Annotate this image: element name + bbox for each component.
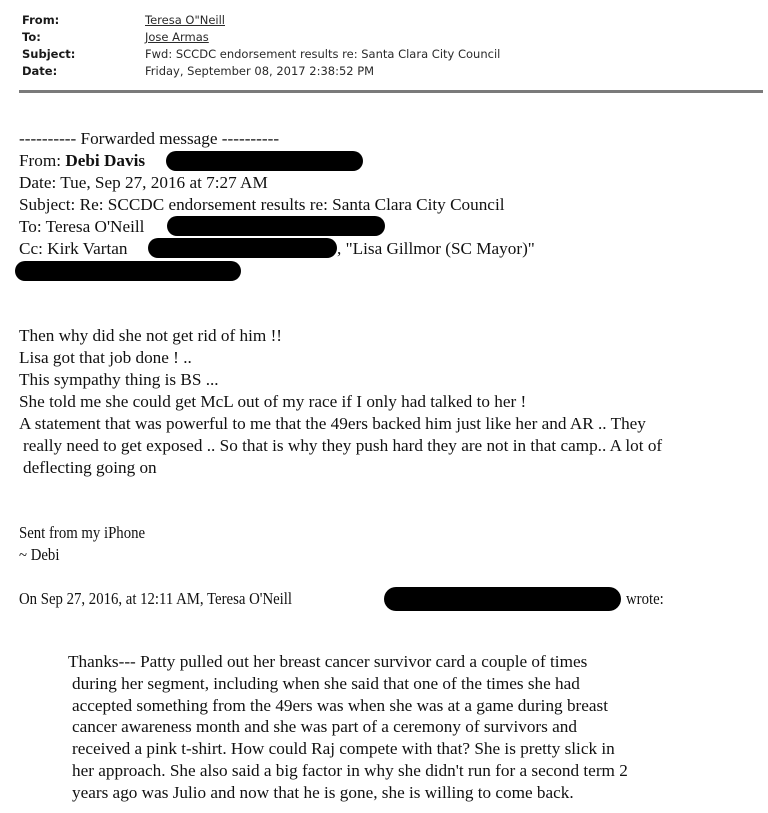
forwarded-from-line xyxy=(19,150,145,172)
body-line: This sympathy thing is BS ... xyxy=(19,370,219,389)
forwarded-to-line: To: Teresa O'Neill xyxy=(19,217,145,236)
signature-sent-from: Sent from my iPhone xyxy=(19,523,146,542)
email-header xyxy=(22,12,500,80)
header-subject-row xyxy=(22,46,500,63)
signature-line xyxy=(19,522,166,544)
forwarded-date-line: Date: Tue, Sep 27, 2016 at 7:27 AM xyxy=(19,173,268,192)
quoted-intro-wrote xyxy=(626,588,670,610)
quoted-intro-line xyxy=(19,588,336,610)
quoted-intro-prefix: On Sep 27, 2016, at 12:11 AM, Teresa O'Neill xyxy=(19,589,293,608)
quoted-line: her approach. She also said a big factor in why she didn't run for a second term 2 xyxy=(72,761,628,780)
forwarded-separator: ---------- Forwarded message ---------- xyxy=(19,129,280,148)
header-date-value: Friday, September 08, 2017 2:38:52 PM xyxy=(145,64,375,78)
quoted-line: years ago was Julio and now that he is gone, she is willing to come back. xyxy=(72,783,574,802)
forwarded-from-name: Debi Davis xyxy=(65,151,146,170)
header-to-label: To: xyxy=(22,30,41,44)
redaction-cc-email xyxy=(148,238,337,258)
header-date-row xyxy=(22,63,500,80)
body-line: Then why did she not get rid of him !! xyxy=(19,326,283,345)
header-from-link[interactable]: Teresa O"Neill xyxy=(145,13,225,27)
header-to-row xyxy=(22,29,500,46)
header-subject-value: Fwd: SCCDC endorsement results re: Santa Clara City Council xyxy=(145,47,501,61)
body-line: really need to get exposed .. So that is why they push hard they are not in that camp.. A lot of xyxy=(23,436,663,455)
header-divider xyxy=(19,90,763,93)
header-date-label: Date: xyxy=(22,64,58,78)
redaction-from-email xyxy=(166,151,363,171)
body-line: deflecting going on xyxy=(23,458,157,477)
signature-name: ~ Debi xyxy=(19,545,60,564)
redaction-quoted-email xyxy=(384,587,621,611)
forwarded-cc-line: Cc: Kirk Vartan xyxy=(19,239,128,258)
quoted-line: received a pink t-shirt. How could Raj compete with that? She is pretty slick in xyxy=(72,739,615,758)
forwarded-subject-line: Subject: Re: SCCDC endorsement results re: Santa Clara City Council xyxy=(19,195,505,214)
redaction-cc-continued xyxy=(15,261,241,281)
quoted-intro-suffix: wrote: xyxy=(626,589,664,608)
quoted-line: Thanks--- Patty pulled out her breast cancer survivor card a couple of times xyxy=(68,652,588,671)
quoted-line: during her segment, including when she said that one of the times she had xyxy=(72,674,580,693)
quoted-line: cancer awareness month and she was part of a ceremony of survivors and xyxy=(72,717,577,736)
body-line: Lisa got that job done ! .. xyxy=(19,348,192,367)
forwarded-cc-suffix: , "Lisa Gillmor (SC Mayor)" xyxy=(337,239,535,258)
body-line: A statement that was powerful to me that the 49ers backed him just like her and AR .. They xyxy=(19,414,646,433)
forwarded-from-prefix: From: xyxy=(19,151,66,170)
header-from-row xyxy=(22,12,500,29)
header-subject-label: Subject: xyxy=(22,47,76,61)
signature-line xyxy=(19,544,66,566)
header-from-label: From: xyxy=(22,13,60,27)
header-to-link[interactable]: Jose Armas xyxy=(145,30,209,44)
quoted-line: accepted something from the 49ers was when she was at a game during breast xyxy=(72,696,608,715)
body-line: She told me she could get McL out of my race if I only had talked to her ! xyxy=(19,392,527,411)
redaction-to-email xyxy=(167,216,385,236)
